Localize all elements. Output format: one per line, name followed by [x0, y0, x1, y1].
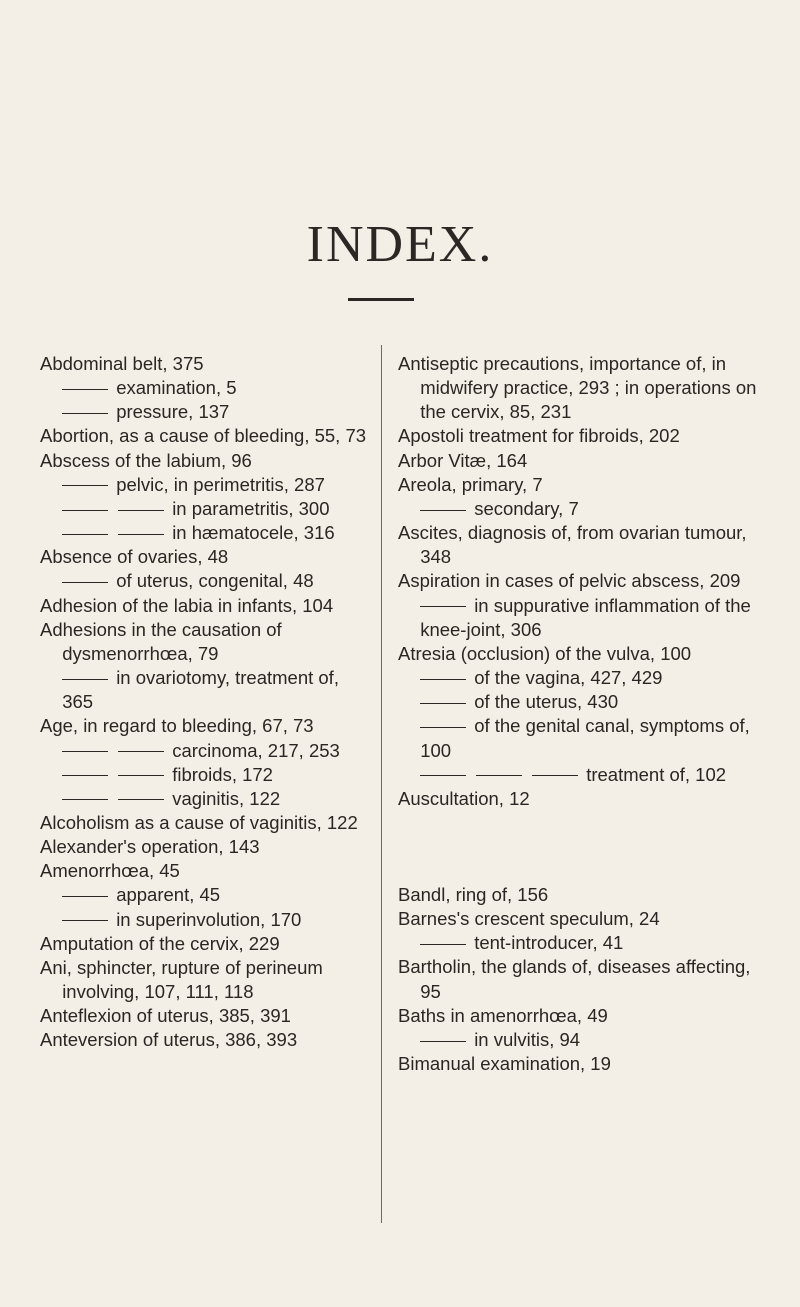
- entry-text: Atresia (occlusion) of the vulva, 100: [398, 642, 692, 664]
- entry-text: Absence of ovaries, 48: [40, 546, 229, 568]
- index-column-right: [398, 352, 760, 1076]
- entry-text: examination, 5: [116, 377, 237, 399]
- entry-text: in vulvitis, 94: [474, 1028, 581, 1050]
- index-entry: [398, 1052, 760, 1076]
- index-entry: [398, 955, 760, 1003]
- entry-text: Antiseptic precautions, importance of, in midwifery practice, 293 ; in operations on the cervix, 85, 231: [398, 353, 757, 423]
- entry-text: carcinoma, 217, 253: [172, 739, 340, 761]
- page-title: INDEX.: [306, 216, 494, 273]
- entry-text: pelvic, in perimetritis, 287: [116, 473, 325, 495]
- index-subentry: [40, 787, 370, 811]
- ditto-dash: [62, 389, 108, 390]
- index-subentry: [40, 763, 370, 787]
- ditto-dash: [420, 679, 466, 680]
- ditto-dash: [420, 944, 466, 945]
- entry-text: of the vagina, 427, 429: [474, 667, 663, 689]
- index-entry: [398, 424, 760, 448]
- ditto-dash: [420, 727, 466, 728]
- entry-text: in parametritis, 300: [172, 497, 330, 519]
- index-entry: [40, 449, 370, 473]
- entry-text: Amenorrhœa, 45: [40, 860, 180, 882]
- ditto-dash: [62, 413, 108, 414]
- index-subentry: [40, 908, 370, 932]
- entry-text: of uterus, congenital, 48: [116, 570, 314, 592]
- ditto-dash: [62, 582, 108, 583]
- index-entry: [40, 714, 370, 738]
- index-subentry: [398, 594, 760, 642]
- entry-text: Arbor Vitæ, 164: [398, 449, 528, 471]
- entry-text: Abscess of the labium, 96: [40, 449, 252, 471]
- entry-text: Alexander's operation, 143: [40, 836, 260, 858]
- entry-text: Adhesions in the causation of dysmenorrhœa, 79: [40, 618, 282, 664]
- index-entry: [398, 449, 760, 473]
- ditto-dash: [118, 799, 164, 800]
- entry-text: Anteflexion of uterus, 385, 391: [40, 1005, 291, 1027]
- ditto-dash: [118, 751, 164, 752]
- entry-text: in hæmatocele, 316: [172, 522, 335, 544]
- index-subentry: [398, 497, 760, 521]
- entry-text: Amputation of the cervix, 229: [40, 932, 280, 954]
- ditto-dash: [62, 896, 108, 897]
- index-entry: [398, 473, 760, 497]
- index-subentry: [40, 569, 370, 593]
- entry-text: Abdominal belt, 375: [40, 353, 204, 374]
- index-subentry: [398, 714, 760, 762]
- entry-text: of the genital canal, symptoms of, 100: [420, 715, 750, 761]
- index-entry: [398, 642, 760, 666]
- index-subentry: [40, 666, 370, 714]
- entry-text: Age, in regard to bleeding, 67, 73: [40, 715, 314, 737]
- index-entry: [398, 883, 760, 907]
- ditto-dash: [420, 510, 466, 511]
- ditto-dash: [118, 534, 164, 535]
- index-entry: [40, 1028, 370, 1052]
- index-entry: [398, 787, 760, 811]
- index-entry: [40, 859, 370, 883]
- ditto-dash: [476, 775, 522, 776]
- index-column-left: [40, 352, 370, 1053]
- ditto-dash: [118, 775, 164, 776]
- index-entry: [40, 835, 370, 859]
- index-entry: [40, 1004, 370, 1028]
- entry-text: secondary, 7: [474, 497, 579, 519]
- index-entry: [40, 811, 370, 835]
- entry-text: in ovariotomy, treatment of, 365: [62, 667, 339, 713]
- entry-text: of the uterus, 430: [474, 691, 619, 713]
- ditto-dash: [420, 703, 466, 704]
- index-entry: [398, 521, 760, 569]
- index-subentry: [40, 473, 370, 497]
- entry-text: apparent, 45: [116, 884, 221, 906]
- index-entry: [40, 352, 370, 376]
- index-section-b: [398, 883, 760, 1076]
- ditto-dash: [420, 1041, 466, 1042]
- entry-text: Bandl, ring of, 156: [398, 883, 549, 905]
- index-subentry: [40, 400, 370, 424]
- entry-text: Barnes's crescent speculum, 24: [398, 908, 660, 930]
- entry-text: Adhesion of the labia in infants, 104: [40, 594, 334, 616]
- title-rule: [348, 298, 414, 301]
- index-entry: [40, 932, 370, 956]
- entry-text: pressure, 137: [116, 401, 230, 423]
- ditto-dash: [420, 775, 466, 776]
- entry-text: Bimanual examination, 19: [398, 1053, 611, 1075]
- index-entry: [40, 424, 370, 448]
- index-subentry: [398, 931, 760, 955]
- index-entry: [398, 569, 760, 593]
- index-subentry: [40, 883, 370, 907]
- entry-text: in superinvolution, 170: [116, 908, 302, 930]
- ditto-dash: [420, 606, 466, 607]
- ditto-dash: [62, 775, 108, 776]
- index-subentry: [398, 690, 760, 714]
- index-subentry: [398, 666, 760, 690]
- entry-text: tent-introducer, 41: [474, 932, 624, 954]
- index-entry: [40, 545, 370, 569]
- ditto-dash: [62, 534, 108, 535]
- entry-text: treatment of, 102: [586, 763, 727, 785]
- entry-text: Auscultation, 12: [398, 787, 530, 809]
- ditto-dash: [62, 799, 108, 800]
- index-subentry: [398, 1028, 760, 1052]
- entry-text: in suppurative inflammation of the knee-joint, 306: [420, 594, 751, 640]
- index-entry: [40, 956, 370, 1004]
- entry-text: Aspiration in cases of pelvic abscess, 209: [398, 570, 741, 592]
- entry-text: Apostoli treatment for fibroids, 202: [398, 425, 680, 447]
- index-entry: [398, 352, 760, 424]
- ditto-dash: [118, 510, 164, 511]
- ditto-dash: [532, 775, 578, 776]
- entry-text: Ascites, diagnosis of, from ovarian tumour, 348: [398, 522, 747, 568]
- entry-text: Anteversion of uterus, 386, 393: [40, 1029, 298, 1051]
- index-section-a: [398, 352, 760, 811]
- index-entry: [398, 1004, 760, 1028]
- index-subentry: [398, 763, 760, 787]
- index-subentry: [40, 376, 370, 400]
- ditto-dash: [62, 510, 108, 511]
- ditto-dash: [62, 751, 108, 752]
- entry-text: fibroids, 172: [172, 763, 273, 785]
- index-entry: [40, 594, 370, 618]
- index-subentry: [40, 521, 370, 545]
- entry-text: vaginitis, 122: [172, 787, 281, 809]
- ditto-dash: [62, 485, 108, 486]
- entry-text: Alcoholism as a cause of vaginitis, 122: [40, 811, 358, 833]
- entry-text: Baths in amenorrhœa, 49: [398, 1004, 608, 1026]
- index-entry: [40, 618, 370, 666]
- entry-text: Bartholin, the glands of, diseases affecting, 95: [398, 956, 751, 1002]
- section-gap: [398, 811, 760, 883]
- ditto-dash: [62, 920, 108, 921]
- entry-text: Abortion, as a cause of bleeding, 55, 73: [40, 425, 367, 447]
- index-subentry: [40, 497, 370, 521]
- index-subentry: [40, 739, 370, 763]
- index-entry: [398, 907, 760, 931]
- ditto-dash: [62, 679, 108, 680]
- column-divider: [381, 345, 382, 1223]
- entry-text: Areola, primary, 7: [398, 473, 543, 495]
- entry-text: Ani, sphincter, rupture of perineum involving, 107, 111, 118: [40, 956, 323, 1003]
